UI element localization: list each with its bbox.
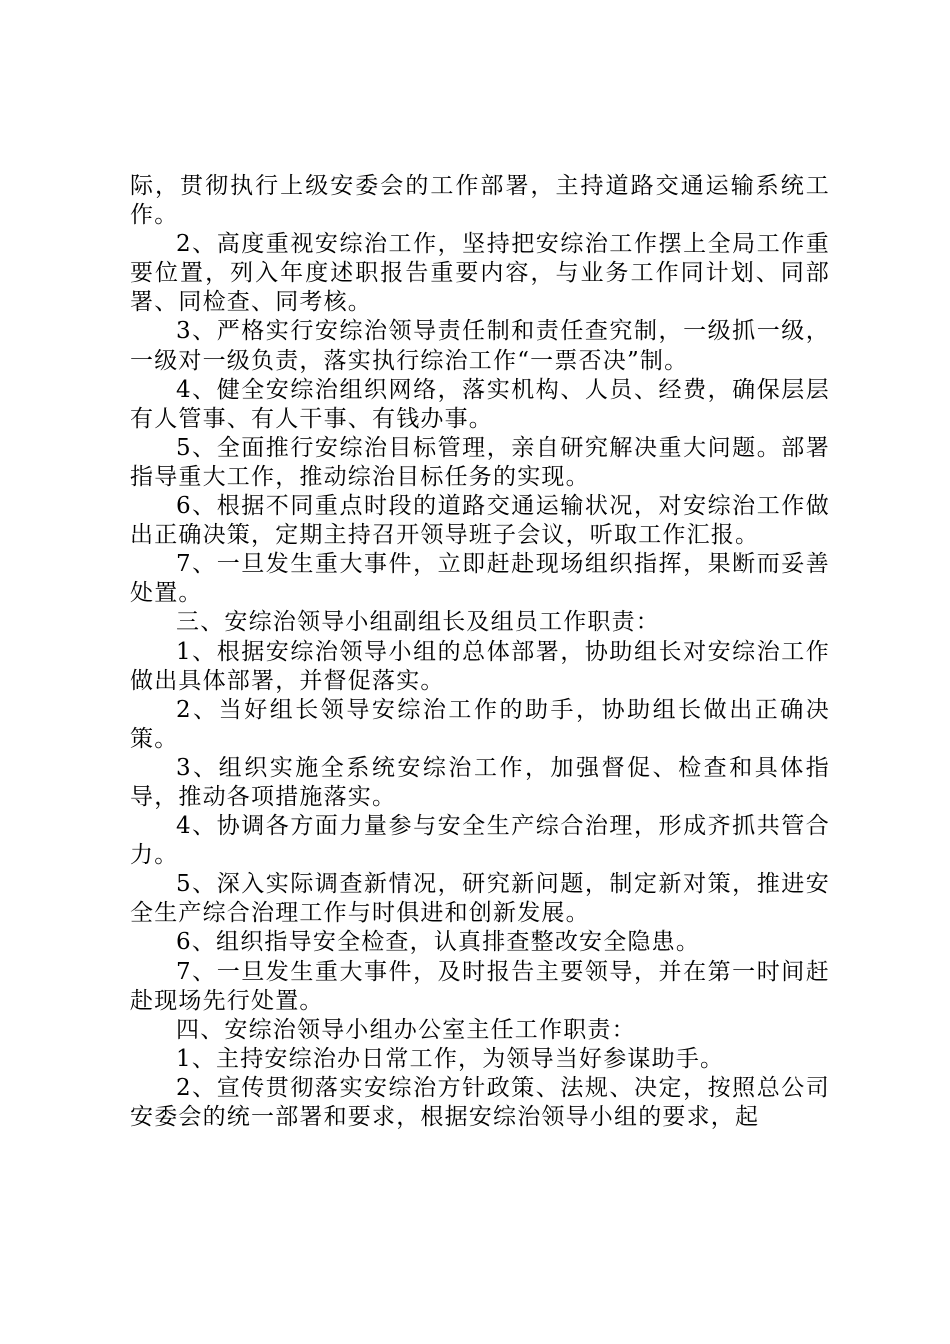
section-heading: 三、安综治领导小组副组长及组员工作职责： xyxy=(176,609,660,636)
document-body xyxy=(130,172,830,1132)
paragraph: 6、根据不同重点时段的道路交通运输状况，对安综治工作做出正确决策，定期主持召开领导班子会议，听取工作汇报。 xyxy=(130,493,830,549)
paragraph: 5、深入实际调查新情况，研究新问题，制定新对策，推进安全生产综合治理工作与时俱进和创新发展。 xyxy=(130,871,830,927)
paragraph: 7、一旦发生重大事件，及时报告主要领导，并在第一时间赶赴现场先行处置。 xyxy=(130,958,830,1014)
paragraph: 5、全面推行安综治目标管理，亲自研究解决重大问题。部署指导重大工作，推动综治目标任务的实现。 xyxy=(130,434,830,490)
paragraph: 2、高度重视安综治工作，坚持把安综治工作摆上全局工作重要位置，列入年度述职报告重要内容，与业务工作同计划、同部署、同检查、同考核。 xyxy=(130,231,830,316)
paragraph: 1、根据安综治领导小组的总体部署，协助组长对安综治工作做出具体部署，并督促落实。 xyxy=(130,638,830,694)
paragraph: 4、协调各方面力量参与安全生产综合治理，形成齐抓共管合力。 xyxy=(130,813,830,869)
paragraph: 2、当好组长领导安综治工作的助手，协助组长做出正确决策。 xyxy=(130,696,830,752)
paragraph: 6、组织指导安全检查，认真排查整改安全隐患。 xyxy=(176,929,701,956)
paragraph: 2、宣传贯彻落实安综治方针政策、法规、决定，按照总公司安委会的统一部署和要求，根据安综治领导小组的要求，起 xyxy=(130,1074,830,1130)
paragraph: 4、健全安综治组织网络，落实机构、人员、经费，确保层层有人管事、有人干事、有钱办事。 xyxy=(130,376,830,432)
paragraph: 3、严格实行安综治领导责任制和责任查究制，一级抓一级，一级对一级负责，落实执行综治工作“一票否决”制。 xyxy=(130,318,830,374)
paragraph: 3、组织实施全系统安综治工作，加强督促、检查和具体指导，推动各项措施落实。 xyxy=(130,754,830,810)
paragraph-continuation: 际，贯彻执行上级安委会的工作部署，主持道路交通运输系统工作。 xyxy=(130,173,830,229)
paragraph: 7、一旦发生重大事件，立即赶赴现场组织指挥，果断而妥善处置。 xyxy=(130,551,830,607)
paragraph: 1、主持安综治办日常工作，为领导当好参谋助手。 xyxy=(176,1045,725,1072)
section-heading: 四、安综治领导小组办公室主任工作职责： xyxy=(176,1016,636,1043)
